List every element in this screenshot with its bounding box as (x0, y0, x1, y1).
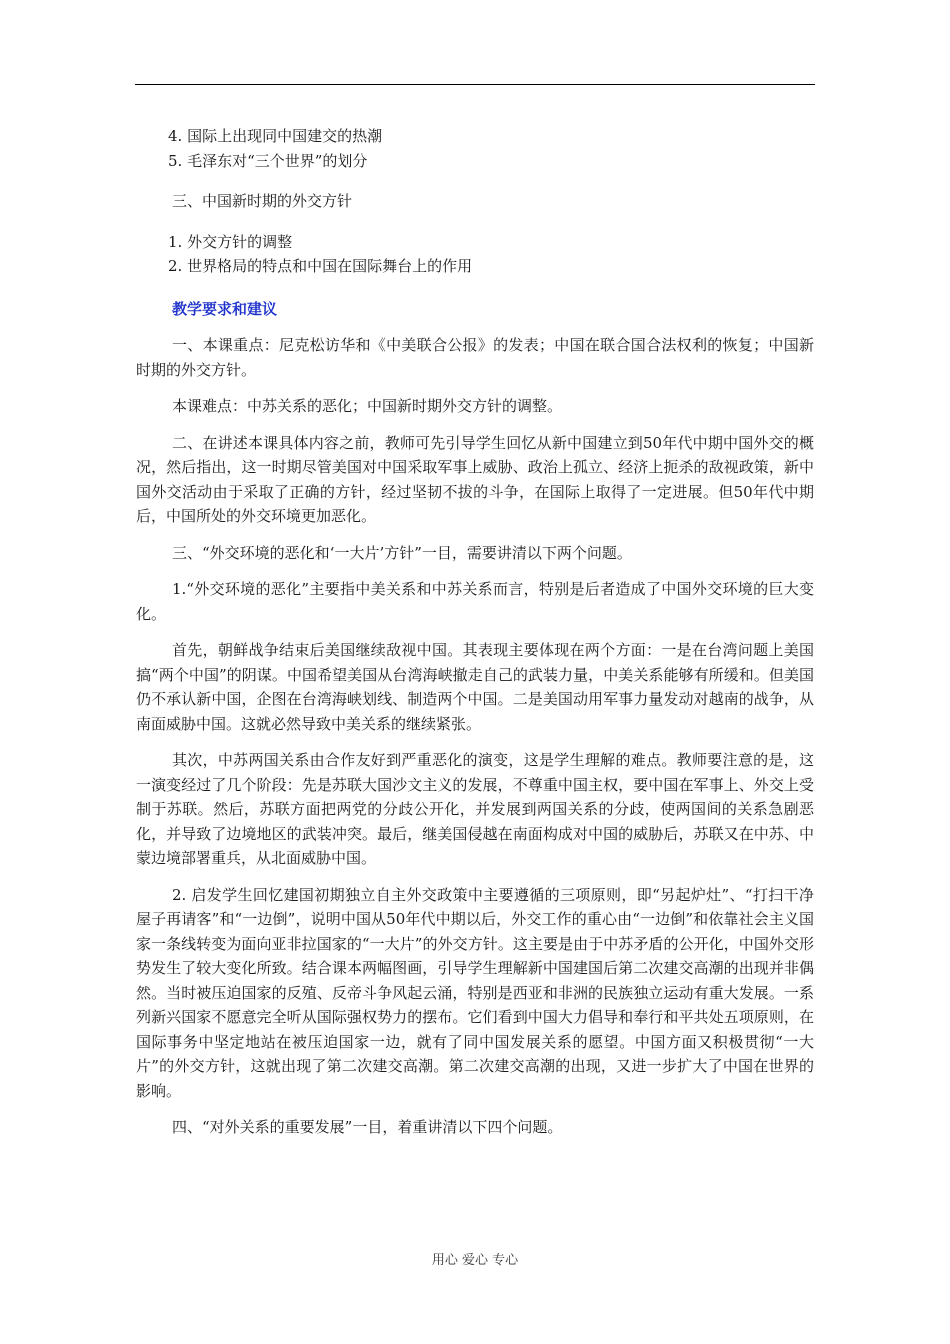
paragraph-key-points: 一、本课重点：尼克松访华和《中美联合公报》的发表；中国在联合国合法权利的恢复；中国新时期的外交方针。 (136, 336, 814, 379)
paragraph-three-1: 1.“外交环境的恶化”主要指中美关系和中苏关系而言，特别是后者造成了中国外交环境的巨大变化。 (136, 580, 814, 623)
teaching-heading: 教学要求和建议 (172, 299, 278, 318)
paragraph-first: 首先，朝鲜战争结束后美国继续敌视中国。其表现主要体现在两个方面：一是在台湾问题上美国搞“两个中国”的阴谋。中国希望美国从台湾海峡撤走自己的武装力量，中美关系能够有所缓和。但美国仍不承认新中国，企图在台湾海峡划线、制造两个中国。二是美国动用军事力量发动对越南的战争，从南面威胁中国。这就必然导致中美关系的继续紧张。 (136, 641, 814, 733)
outline-item: 4. 国际上出现同中国建交的热潮 (168, 127, 383, 145)
paragraph-difficulties: 本课难点：中苏关系的恶化；中国新时期外交方针的调整。 (172, 397, 563, 415)
outline-item: 2. 世界格局的特点和中国在国际舞台上的作用 (168, 257, 473, 275)
section-heading: 三、中国新时期的外交方针 (172, 192, 353, 210)
paragraph-three: 三、“外交环境的恶化和‘一大片’方针”一目，需要讲清以下两个问题。 (172, 543, 632, 562)
paragraph-second: 其次，中苏两国关系由合作友好到严重恶化的演变，这是学生理解的难点。教师要注意的是，这一演变经过了几个阶段：先是苏联大国沙文主义的发展，不尊重中国主权，要中国在军事上、外交上受制于苏联。然后，苏联方面把两党的分歧公开化，并发展到两国关系的分歧，使两国间的关系急剧恶化，并导致了边境地区的武装冲突。最后，继美国侵越在南面构成对中国的威胁后，苏联又在中苏、中蒙边境部署重兵，从北面威胁中国。 (136, 751, 814, 867)
paragraph-four: 四、“对外关系的重要发展”一目，着重讲清以下四个问题。 (172, 1118, 563, 1136)
header-rule (135, 84, 815, 85)
outline-item: 1. 外交方针的调整 (168, 232, 293, 251)
outline-item: 5. 毛泽东对“三个世界”的划分 (168, 151, 368, 170)
paragraph-three-2: 2. 启发学生回忆建国初期独立自主外交政策中主要遵循的三项原则，即“另起炉灶”、“打扫干净屋子再请客”和“一边倒”，说明中国从50年代中期以后，外交工作的重心由“一边倒”和依靠社会主义国家一条线转变为面向亚非拉国家的“一大片”的外交方针。这主要是由于中苏矛盾的公开化，中国外交形势发生了较大变化所致。结合课本两幅图画，引导学生理解新中国建国后第二次建交高潮的出现并非偶然。当时被压迫国家的反殖、反帝斗争风起云涌，特别是西亚和非洲的民族独立运动有重大发展。一系列新兴国家不愿意完全听从国际强权势力的摆布。它们看到中国大力倡导和奉行和平共处五项原则，在国际事务中坚定地站在被压迫国家一边，就有了同中国发展关系的愿望。中国方面又积极贯彻“一大片”的外交方针，这就出现了第二次建交高潮。第二次建交高潮的出现，又进一步扩大了中国在世界的影响。 (136, 885, 814, 1100)
paragraph-two: 二、在讲述本课具体内容之前，教师可先引导学生回忆从新中国建立到50年代中期中国外交的概况，然后指出，这一时期尽管美国对中国采取军事上威胁、政治上孤立、经济上扼杀的敌视政策，新中国外交活动由于采取了正确的方针，经过坚韧不拔的斗争，在国际上取得了一定进展。但50年代中期后，中国所处的外交环境更加恶化。 (136, 433, 814, 525)
page-footer: 用心 爱心 专心 (431, 1253, 519, 1268)
document-body (136, 124, 814, 1140)
